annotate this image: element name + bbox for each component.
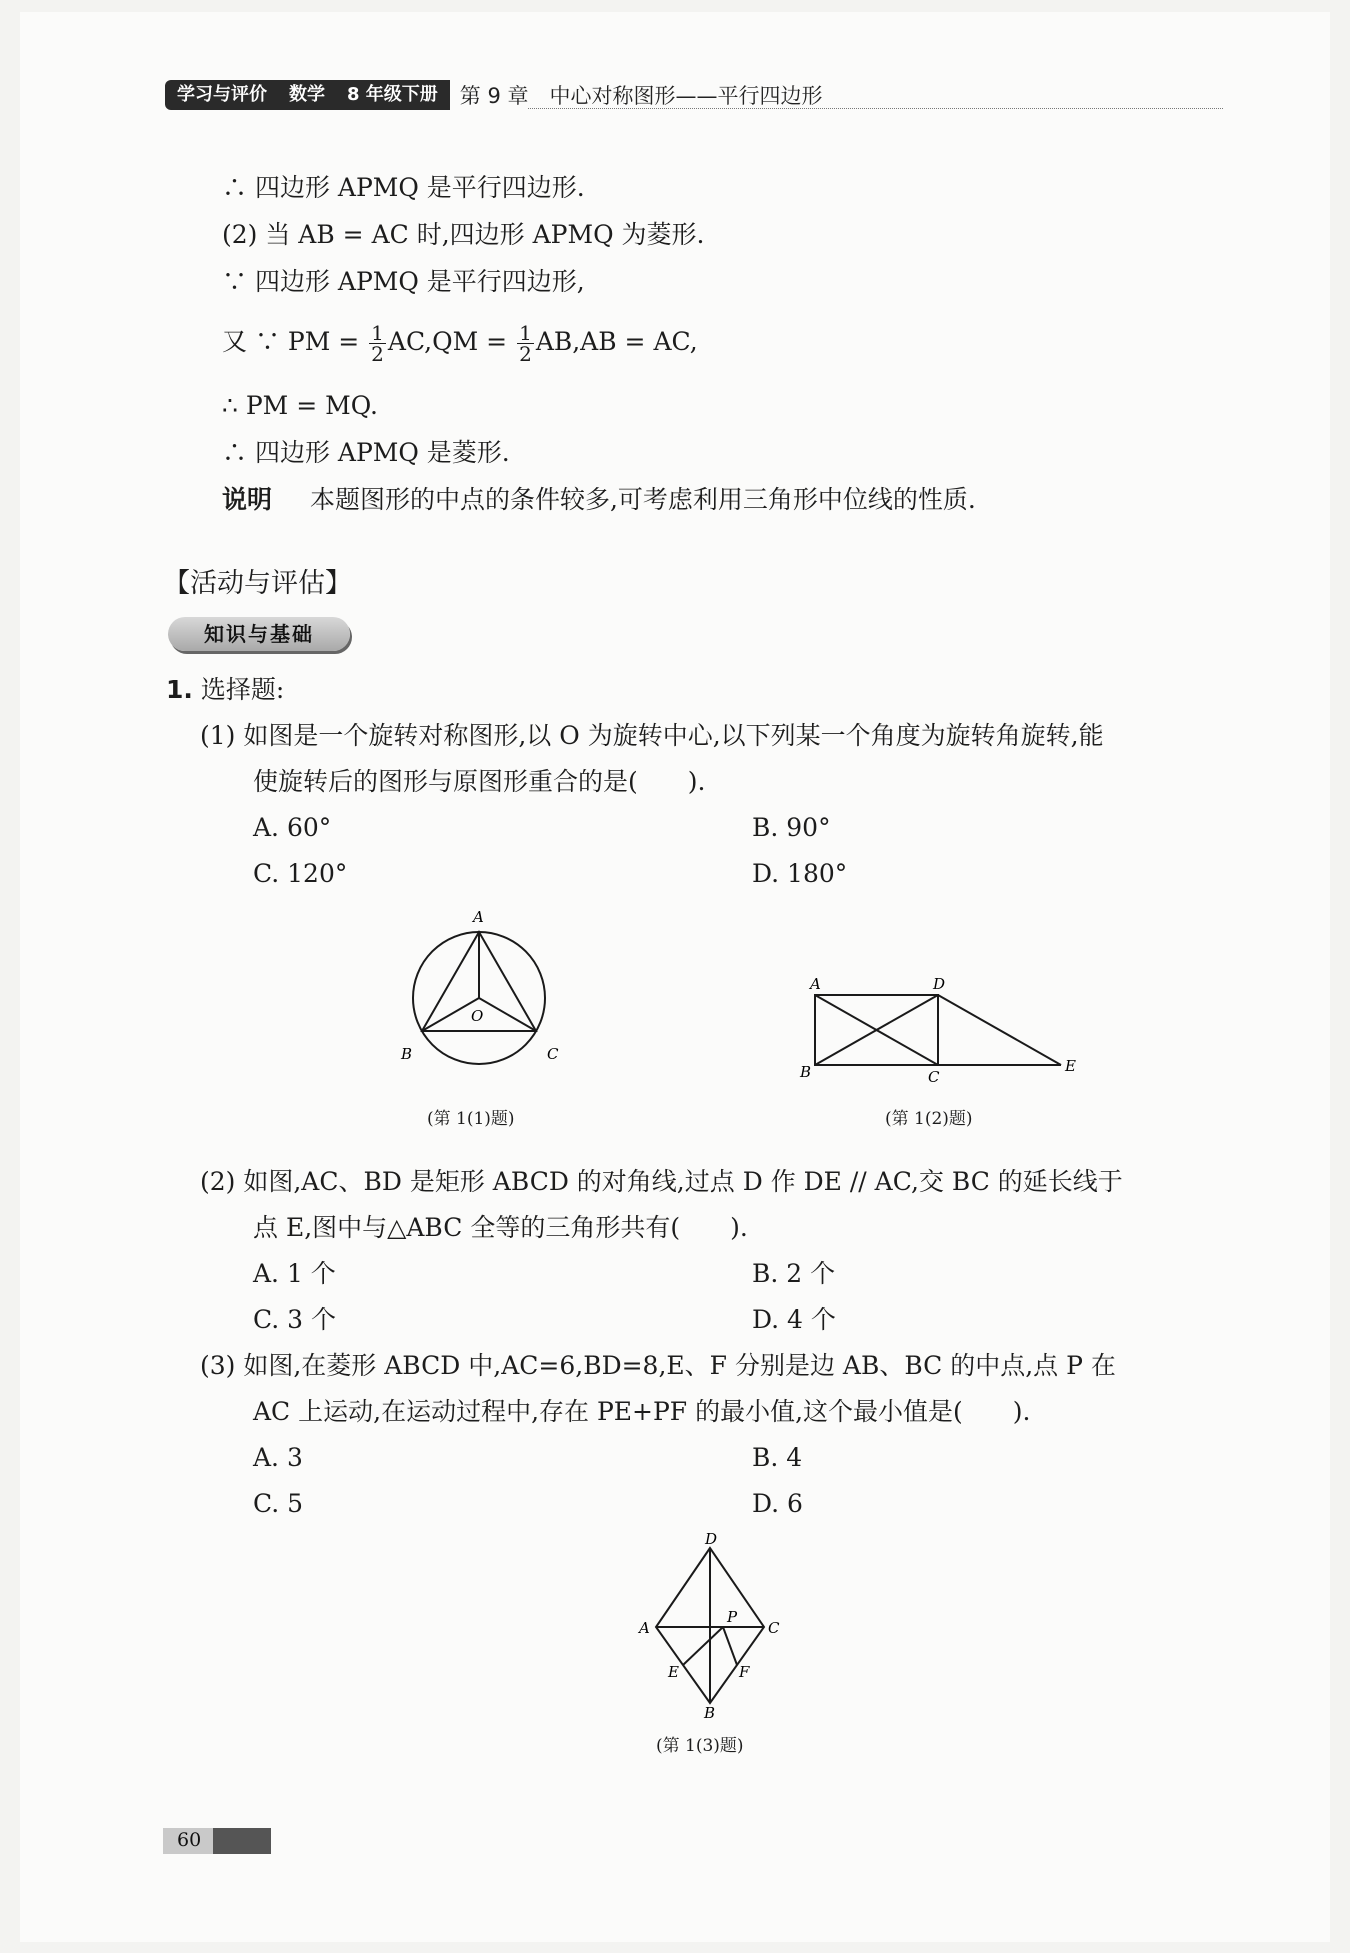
- proof-line-1: ∴ 四边形 APMQ 是平行四边形.: [222, 173, 585, 202]
- label-f: F: [739, 1663, 750, 1681]
- question-title-text: 选择题:: [200, 675, 285, 704]
- figure-1-3-caption: (第 1(3)题): [656, 1736, 744, 1756]
- q1-3-option-b: B. 4: [752, 1443, 803, 1472]
- fraction-half: [517, 323, 534, 364]
- label-b: B: [704, 1704, 716, 1720]
- q1-2-line-1: (2) 如图,AC、BD 是矩形 ABCD 的对角线,过点 D 作 DE // AC,交 BC 的延长线于: [200, 1167, 1123, 1196]
- fraction-half: [369, 323, 386, 364]
- label-p: P: [727, 1608, 738, 1626]
- label-c: C: [547, 1045, 559, 1063]
- label-b: B: [401, 1045, 413, 1063]
- label-c: C: [768, 1619, 780, 1637]
- label-d: D: [705, 1530, 718, 1548]
- q1-3-option-c: C. 5: [253, 1489, 304, 1518]
- q1-1-option-d: D. 180°: [752, 859, 848, 888]
- fraction-denominator: 2: [519, 342, 532, 366]
- q1-3-line-2: AC 上运动,在运动过程中,存在 PE+PF 的最小值,这个最小值是( ).: [253, 1397, 1031, 1426]
- page-number: 60: [177, 1829, 202, 1851]
- question-1-title: [166, 674, 284, 706]
- label-b: B: [800, 1063, 812, 1081]
- label-c: C: [928, 1068, 940, 1085]
- proof-line-4-end: AB,AB = AC,: [535, 327, 698, 356]
- header-divider: [528, 108, 1223, 109]
- q1-2-option-d: D. 4 个: [752, 1305, 836, 1334]
- page-number-tab: [163, 1828, 271, 1854]
- fraction-denominator: 2: [371, 342, 384, 366]
- fraction-numerator: 1: [371, 321, 384, 345]
- note-text: 本题图形的中点的条件较多,可考虑利用三角形中位线的性质.: [309, 485, 976, 514]
- note-label: 说明: [222, 485, 273, 514]
- page-header: [165, 80, 823, 110]
- figure-1-2-caption: (第 1(2)题): [885, 1109, 973, 1129]
- q1-3-line-1: (3) 如图,在菱形 ABCD 中,AC=6,BD=8,E、F 分别是边 AB、BC 的中点,点 P 在: [200, 1351, 1116, 1380]
- proof-line-5: ∴ PM = MQ.: [222, 391, 378, 420]
- knowledge-badge: 知识与基础: [168, 617, 350, 651]
- label-a: A: [473, 908, 484, 926]
- proof-line-2: (2) 当 AB = AC 时,四边形 APMQ 为菱形.: [222, 220, 705, 249]
- figure-1-1-caption: (第 1(1)题): [427, 1109, 515, 1129]
- proof-line-6: ∴ 四边形 APMQ 是菱形.: [222, 438, 510, 467]
- figure-1-2: [795, 970, 1085, 1085]
- label-a: A: [639, 1619, 650, 1637]
- label-e: E: [668, 1663, 679, 1681]
- proof-line-4-mid: AC,QM =: [387, 327, 516, 356]
- q1-3-option-a: A. 3: [253, 1443, 303, 1472]
- label-d: D: [933, 975, 946, 993]
- question-number: 1.: [166, 675, 193, 704]
- proof-line-3: ∵ 四边形 APMQ 是平行四边形,: [222, 267, 585, 296]
- grade: 8 年级下册: [347, 84, 438, 105]
- proof-line-4: [222, 323, 698, 364]
- q1-1-option-a: A. 60°: [253, 813, 332, 842]
- q1-1-line-1: (1) 如图是一个旋转对称图形,以 O 为旋转中心,以下列某一个角度为旋转角旋转,能: [200, 721, 1104, 750]
- subject: 数学: [289, 84, 325, 105]
- label-a: A: [810, 975, 821, 993]
- label-e: E: [1065, 1057, 1076, 1075]
- proof-line-4-pre: 又 ∵ PM =: [222, 327, 368, 356]
- q1-1-option-b: B. 90°: [752, 813, 831, 842]
- q1-1-option-c: C. 120°: [253, 859, 348, 888]
- figure-1-1: [385, 905, 575, 1080]
- q1-2-option-b: B. 2 个: [752, 1259, 836, 1288]
- note: [222, 484, 976, 516]
- section-title: 【活动与评估】: [163, 568, 352, 599]
- segment-pe: [683, 1627, 723, 1665]
- book-title: 学习与评价: [177, 84, 267, 105]
- book-title-badge: [165, 80, 450, 110]
- fraction-numerator: 1: [519, 321, 532, 345]
- segment-pf: [723, 1627, 737, 1665]
- label-o: O: [471, 1007, 484, 1025]
- q1-1-line-2: 使旋转后的图形与原图形重合的是( ).: [253, 767, 706, 796]
- q1-2-line-2: 点 E,图中与△ABC 全等的三角形共有( ).: [253, 1213, 748, 1242]
- chapter-title: 第 9 章 中心对称图形——平行四边形: [459, 84, 823, 108]
- figure-1-3: [630, 1530, 790, 1720]
- segment-de: [938, 995, 1061, 1065]
- q1-3-option-d: D. 6: [752, 1489, 803, 1518]
- q1-2-option-c: C. 3 个: [253, 1305, 336, 1334]
- q1-2-option-a: A. 1 个: [253, 1259, 336, 1288]
